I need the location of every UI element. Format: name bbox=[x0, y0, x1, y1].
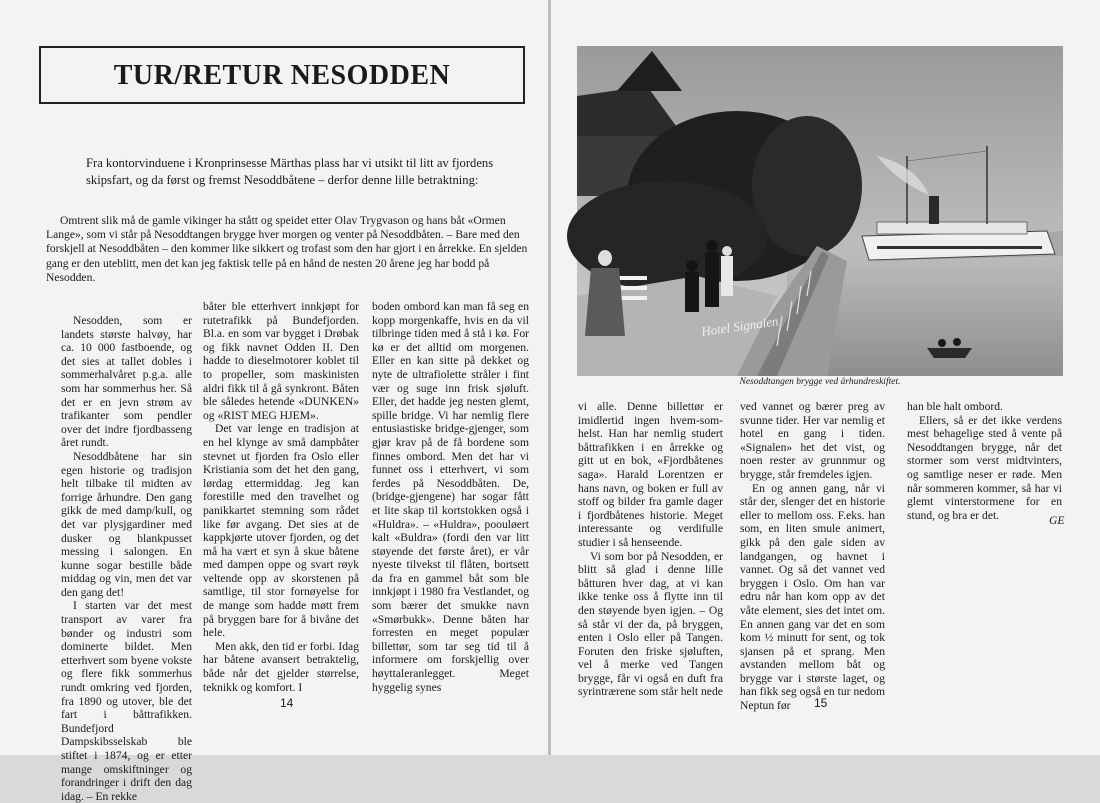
paragraph: Men akk, den tid er forbi. Idag har båtene avansert betraktelig, både når det gjelder størrelse, teknikk og komfort. I bbox=[203, 639, 359, 694]
paragraph: Nesodden, som er landets største halvøy, har ca. 10 000 fastboende, og det sies at tallet dobles i sommerhalvåret p.g.a. alle som har sommerhus her. Så det er en jevn strøm av trafikanter som pendler over det indre fjordbasseng året rundt. bbox=[61, 314, 192, 450]
photo-inscription: Hotel Signalen bbox=[700, 313, 780, 339]
page-left bbox=[0, 0, 549, 803]
right-column-3 bbox=[907, 400, 1062, 522]
page-right bbox=[551, 0, 1100, 755]
right-column-2 bbox=[740, 400, 885, 713]
paragraph: boden ombord kan man få seg en kopp morgenkaffe, hvis en da vil tilbringe tiden med å stå i kø. For kø er det alltid om morgenen. Eller en kan sitte på dekket og nyte de ultrafiolette stråler i fint vær og suge inn frisk sjøluft. Eller, det hadde jeg nesten glemt, spille bridge. Vi har nemlig flere entusiastiske bridge-gjenger, som gjør krav på de få bordene som finnes ombord. Men det har vi funnet oss i etterhvert, vi som ferdes på Nesoddbåten. De, (bridge-gjengene) har sogar fått et lite skap til kortstokken også i «Huldra». – «Huldra», poouløert kalt «Buldra» (fordi den var litt støyende det første året), er vår nyeste tilvekst til flåten, bortsett da fra en gammel båt som ble innkjøpt i 1980 fra Vestlandet, og som bærer det smukke navn «Smørbukk». Denne båten har forresten en meget populær billettør, som tar seg tid til å informere om forskjellig over høyttaleranlegget. Meget hyggelig synes bbox=[372, 300, 529, 694]
paragraph: han ble halt ombord. bbox=[907, 400, 1003, 413]
pier-illustration bbox=[577, 46, 1063, 376]
page-number-left: 14 bbox=[280, 696, 294, 710]
right-column-1 bbox=[578, 400, 723, 699]
paragraph: Nesoddbåtene har sin egen historie og tradisjon helt tilbake til midten av forrige århundre. Den gang gikk de med damp/kull, og det var plysjgardiner med dusker og blankpusset messing i salongen. En kunne sogar bestille både middag og vin, men det var den gang det! bbox=[61, 449, 192, 599]
author-signature: GE bbox=[1049, 514, 1065, 527]
title-box bbox=[39, 46, 525, 104]
article-title: TUR/RETUR NESODDEN bbox=[113, 60, 451, 91]
paragraph: I starten var det mest transport av varer fra bønder og industri som dominerte bildet. Men etterhvert som byene vokste og flere fikk sommerhus rundt omkring ved fjorden, fra 1890 og utover, ble det fart i båttrafikken. Bundefjord Dampskibsselskab ble stiftet i 1874, og er etter mange omskiftninger og forandringer i drift den dag idag. – En rekke bbox=[61, 599, 192, 803]
left-column-2 bbox=[203, 300, 359, 694]
paragraph: Vi som bor på Nesodden, er blitt så glad i denne lille båtturen hver dag, at vi kan ikke tenke oss å flytte inn til den støyende byen igjen. – Og så står vi der da, på bryggen, enten i Oslo eller på Tangen. Foruten den friske sjøluften, vel å merke ved Tangen brygge, får vi også en duft fra syrintrærene som står helt nede bbox=[578, 549, 723, 699]
intro-paragraph: Fra kontorvinduene i Kronprinsesse Märthas plass har vi utsikt til litt av fjordens skipsfart, og da først og fremst Nesoddbåtene – derfor denne lille betraktning: bbox=[86, 156, 494, 187]
paragraph: En og annen gang, når vi står der, slenger det en historie eller to mellom oss. F.eks. han som, en liten smule animert, gikk på den gale siden av landgangen, og havnet i vannet. Og så det vannet ved bryggen i Oslo. Om han var edru når han kom opp av det våte element, sies det intet om. En annen gang var det en som kom ½ minutt for sent, og tok sjansen på et sprang. Men avstanden mellom båt og brygge var i største laget, og han fikk seg også en tur nedom Neptun før bbox=[740, 481, 885, 713]
paragraph: Det var lenge en tradisjon at en hel klynge av små dampbåter stevnet ut fjorden fra Oslo eller Kristiania som det het den gang, lørdag ettermiddag. Jeg kan forestille med den travelhet og panikkartet stemning som rådet like før avgang. Det sies at de kappkjørte utover fjorden, og det må ha vært et syn å skue båtene med dampen oppe og svart røyk veltende opp av skorstenen på samtlige, til stor fornøyelse for de mange som hadde møtt frem på bryggen bare for å bivåne det hele. bbox=[203, 422, 359, 640]
page-number-right: 15 bbox=[814, 696, 828, 710]
paragraph: båter ble etterhvert innkjøpt for rutetrafikk på Bundefjorden. Bl.a. en som var bygget i Drøbak og fikk navnet Odden II. Den hadde to dieselmotorer koblet til to propeller, som maskinisten aldri fikk til å gå synkront. Båten ble således hetende «DUNKEN» og «RIST MEG HJEM». bbox=[203, 300, 359, 422]
historic-photo bbox=[577, 46, 1063, 376]
paragraph: ved vannet og bærer preg av svunne tider. Her var nemlig et hotel en gang i tiden. «Signalen» het det vist, og noen rester av grunnmur og brygge, står fremdeles igjen. bbox=[740, 400, 885, 481]
lead-paragraph: Omtrent slik må de gamle vikinger ha stått og speidet etter Olav Trygvason og hans båt «Ormen Lange», som vi står på Nesoddtangen brygge hver morgen og venter på Nesoddbåten. – Bare med den forskjell at Nesoddbåten – den kommer like sikkert og trofast som den har gjort i en årrekke. En sjelden gang er den uteblitt, men det kan jeg faktisk telle på en hånd de nesten 20 årene jeg har bodd på Nesodden. bbox=[46, 214, 528, 284]
paragraph: vi alle. Denne billettør er imidlertid ingen hvem-som-helst. Han har nemlig studert båttrafikken i en årrekke og gitt ut en bok, «Fjordbåtenes saga». Harald Lorentzen er hans navn, og boken er full av stoff og bilder fra gamle dager i fjordbåtenes historie. Meget interessante og verdifulle studier i så henseende. bbox=[578, 400, 723, 549]
paragraph: Ellers, så er det ikke verdens mest behagelige sted å vente på Nesoddtangen brygge, når det stormer som verst midtvinters, og samtlige neser er røde. Men når sommeren kommer, så har vi glemt vinterstormene for en stund, og bra er det. bbox=[907, 413, 1062, 522]
left-column-3 bbox=[372, 300, 529, 694]
photo-caption: Nesoddtangen brygge ved århundreskiftet. bbox=[739, 377, 901, 387]
left-column-1 bbox=[61, 314, 192, 803]
